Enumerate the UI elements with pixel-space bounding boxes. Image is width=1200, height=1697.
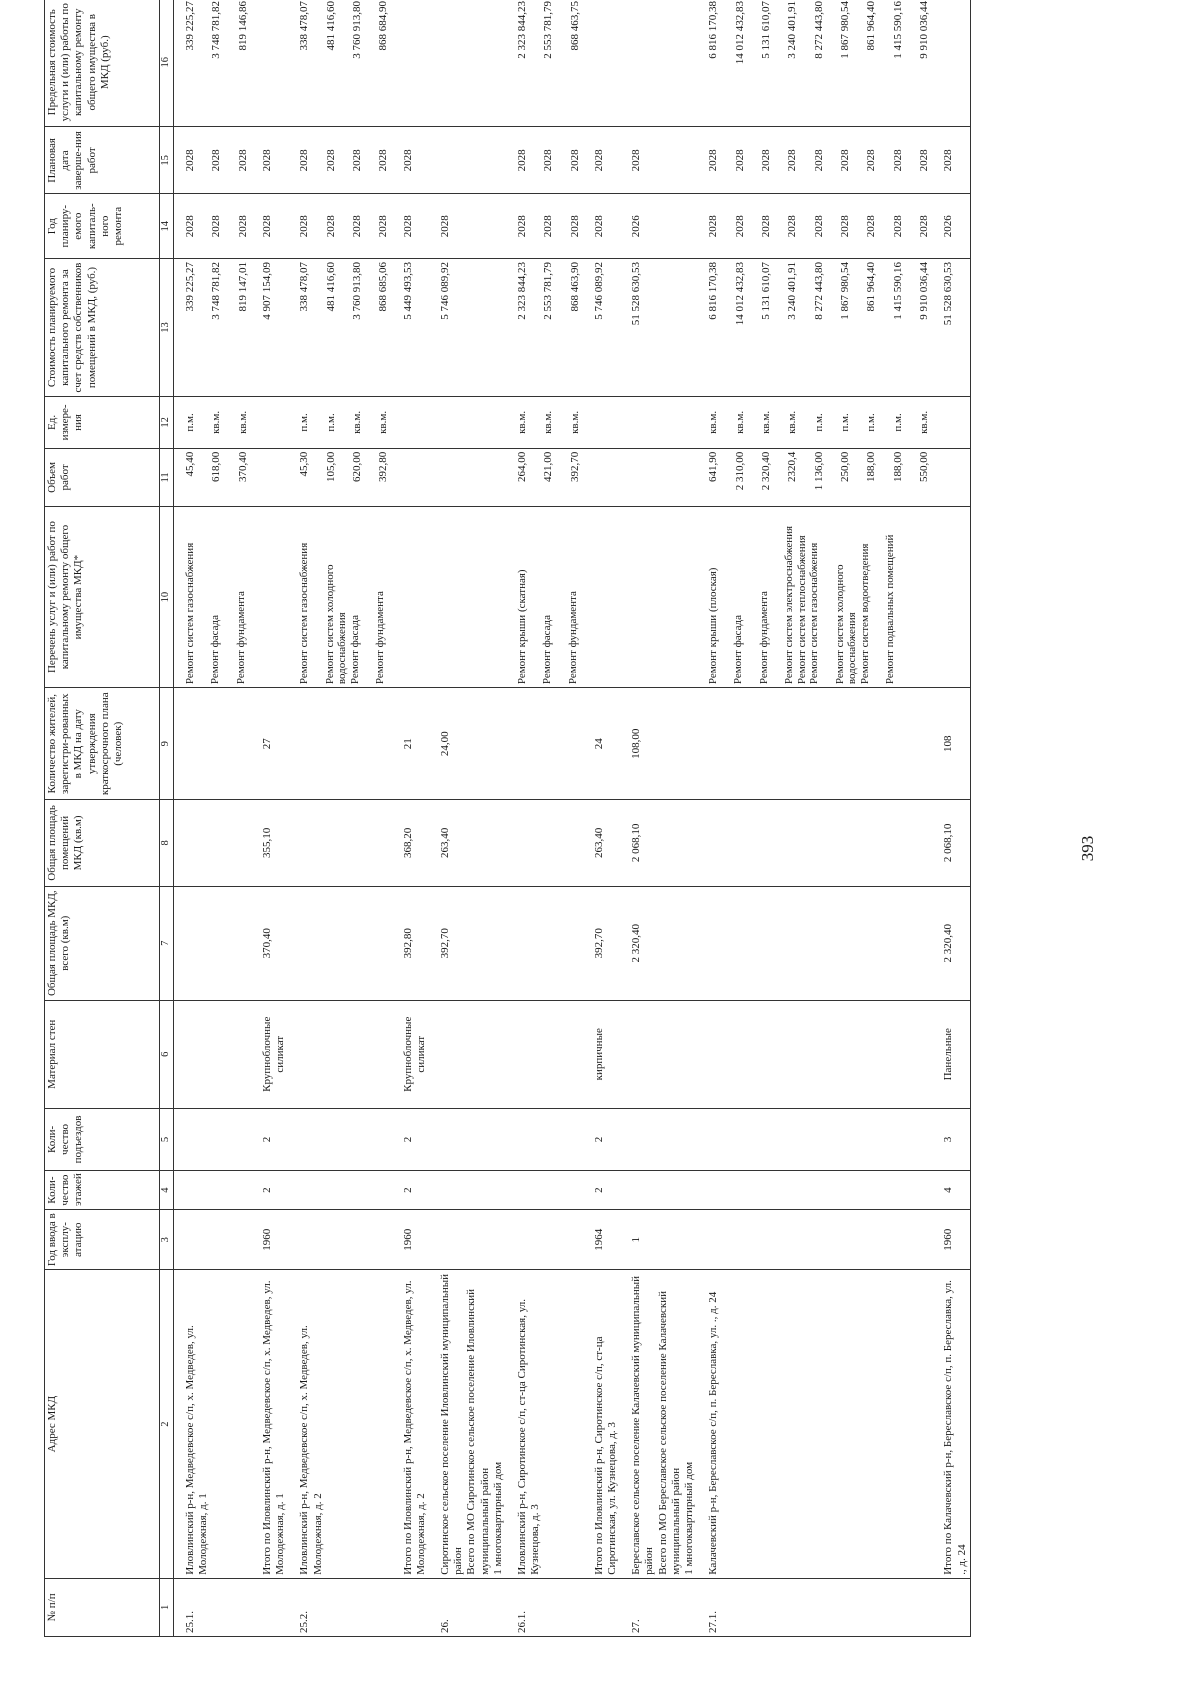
column-number: 3 bbox=[160, 1210, 174, 1270]
table-cell bbox=[506, 1210, 583, 1270]
table-cell: 1960 bbox=[251, 1210, 288, 1270]
table-cell bbox=[288, 886, 391, 1000]
column-number: 9 bbox=[160, 688, 174, 800]
column-number: 15 bbox=[160, 127, 174, 194]
table-row bbox=[251, 0, 288, 1637]
table-cell: 108 bbox=[932, 688, 970, 800]
table-cell bbox=[506, 688, 583, 800]
table-cell: 2028 2028 2028 bbox=[506, 194, 583, 259]
table-cell: 1964 bbox=[583, 1210, 620, 1270]
column-number: 5 bbox=[160, 1108, 174, 1171]
table-cell: Ремонт систем газоснабжения Ремонт фасада Ремонт фундамента bbox=[174, 507, 251, 688]
table-cell bbox=[251, 507, 288, 688]
column-number: 2 bbox=[160, 1270, 174, 1578]
column-header: Коли-чество этажей bbox=[45, 1171, 160, 1210]
table-cell: 1960 bbox=[392, 1210, 429, 1270]
table-cell: 5 746 089,92 bbox=[429, 259, 506, 397]
table-row bbox=[932, 0, 970, 1637]
table-cell: 392,70 bbox=[429, 886, 506, 1000]
table-cell: Иловлинский р-н, Сиротинское с/п, ст-ца Сиротинская, ул. Кузнецова, д. 3 bbox=[506, 1270, 583, 1578]
column-header: Стоимость планируемого капитального ремонта за счет средств собственников помещений в МКД, (руб.) bbox=[45, 259, 160, 397]
table-cell: 2028 bbox=[392, 127, 429, 194]
table-cell bbox=[392, 507, 429, 688]
table-cell: 2028 bbox=[392, 194, 429, 259]
table-cell: Береславское сельское поселение Калачевский муниципальный район Всего по МО Береславское сельское поселение Калачевский муниципальный район 1 многоквартирный дом bbox=[620, 1270, 697, 1578]
table-cell: 2028 bbox=[251, 194, 288, 259]
table-cell: Итого по Иловлинский р-н, Медведевское с/п, х. Медведев, ул. Молодежная, д. 2 bbox=[392, 1270, 429, 1578]
column-header: Плановая дата заверше-ния работ bbox=[45, 127, 160, 194]
table-cell: 339 225,27 3 748 781,82 819 146,86 bbox=[174, 0, 251, 127]
table-row bbox=[506, 0, 583, 1637]
table-cell bbox=[932, 0, 970, 127]
table-cell: 370,40 bbox=[251, 886, 288, 1000]
table-cell: Ремонт крыши (скатная) Ремонт фасада Ремонт фундамента bbox=[506, 507, 583, 688]
table-cell bbox=[429, 1210, 506, 1270]
table-cell bbox=[429, 1108, 506, 1171]
table-row bbox=[392, 0, 429, 1637]
table-cell: 4 907 154,09 bbox=[251, 259, 288, 397]
table-cell bbox=[174, 1210, 251, 1270]
table-cell bbox=[392, 448, 429, 506]
table-cell bbox=[392, 0, 429, 127]
table-cell: 263,40 bbox=[429, 800, 506, 886]
column-header: Коли-чество подъездов bbox=[45, 1108, 160, 1171]
column-number: 16 bbox=[160, 0, 174, 127]
table-cell: 2 068,10 bbox=[932, 800, 970, 886]
table-cell: 2 bbox=[392, 1108, 429, 1171]
table-cell bbox=[697, 1000, 932, 1108]
table-cell: Итого по Иловлинский р-н, Медведевское с/п, х. Медведев, ул. Молодежная, д. 1 bbox=[251, 1270, 288, 1578]
table-cell: Итого по Иловлинский р-н, Сиротинское с/п, ст-ца Сиротинская, ул. Кузнецова, д. 3 bbox=[583, 1270, 620, 1578]
page-number: 393 bbox=[1078, 835, 1097, 862]
table-cell: Крупноблочные силикат bbox=[251, 1000, 288, 1108]
column-header: Год планиру-емого капиталь-ного ремонта bbox=[45, 194, 160, 259]
table-cell bbox=[288, 1108, 391, 1171]
table-cell bbox=[506, 1171, 583, 1210]
table-cell bbox=[583, 507, 620, 688]
table-cell bbox=[583, 0, 620, 127]
column-number: 1 bbox=[160, 1578, 174, 1636]
table-cell bbox=[620, 397, 697, 449]
table-cell bbox=[288, 1210, 391, 1270]
table-cell: 2 323 844,23 2 553 781,79 868 463,90 bbox=[506, 259, 583, 397]
table-cell bbox=[429, 1000, 506, 1108]
table-cell: 641,90 2 310,00 2 320,40 2320,4 1 136,00 250,00 188,00 188,00 550,00 bbox=[697, 448, 932, 506]
table-row bbox=[697, 0, 932, 1637]
table-cell: п.м. п.м. кв.м. кв.м. bbox=[288, 397, 391, 449]
table-cell: 51 528 630,53 bbox=[932, 259, 970, 397]
table-cell: 24 bbox=[583, 688, 620, 800]
table-row bbox=[174, 0, 251, 1637]
table-cell bbox=[429, 1171, 506, 1210]
table-cell: 108,00 bbox=[620, 688, 697, 800]
table-cell: 2028 2028 2028 bbox=[174, 127, 251, 194]
column-header: Предельная стоимость услуги и (или) работы по капитальному ремонту общего имущества в МКД (руб.) bbox=[45, 0, 160, 127]
table-cell bbox=[583, 448, 620, 506]
capital-repair-table bbox=[44, 0, 971, 1637]
table-cell bbox=[583, 397, 620, 449]
table-cell: 45,40 618,00 370,40 bbox=[174, 448, 251, 506]
table-cell bbox=[429, 0, 506, 127]
table-cell: 392,80 bbox=[392, 886, 429, 1000]
table-cell: 27 bbox=[251, 688, 288, 800]
table-cell: Панельные bbox=[932, 1000, 970, 1108]
column-header: Материал стен bbox=[45, 1000, 160, 1108]
table-cell: 2028 bbox=[251, 127, 288, 194]
table-cell: 45,30 105,00 620,00 392,80 bbox=[288, 448, 391, 506]
table-row bbox=[288, 0, 391, 1637]
table-cell bbox=[506, 886, 583, 1000]
table-cell bbox=[697, 1171, 932, 1210]
table-cell bbox=[932, 507, 970, 688]
table-cell bbox=[251, 0, 288, 127]
table-cell: 2 bbox=[251, 1171, 288, 1210]
table-cell: 2 323 844,23 2 553 781,79 868 463,75 bbox=[506, 0, 583, 127]
table-cell: кв.м. кв.м. кв.м. кв.м. п.м. п.м. п.м. п.м. кв.м. bbox=[697, 397, 932, 449]
table-cell bbox=[506, 1000, 583, 1108]
table-cell bbox=[620, 1171, 697, 1210]
table-cell: 27. bbox=[620, 1578, 697, 1636]
table-cell: Иловлинский р-н, Медведевское с/п, х. Медведев, ул. Молодежная, д. 1 bbox=[174, 1270, 251, 1578]
table-cell: 2028 bbox=[583, 127, 620, 194]
table-cell: 25.2. bbox=[288, 1578, 391, 1636]
table-cell bbox=[174, 1171, 251, 1210]
column-header: Год ввода в эксплу-атацию bbox=[45, 1210, 160, 1270]
table-row bbox=[583, 0, 620, 1637]
column-header: Объем работ bbox=[45, 448, 160, 506]
table-cell bbox=[429, 397, 506, 449]
table-cell: 2026 bbox=[620, 194, 697, 259]
table-cell bbox=[620, 448, 697, 506]
column-header: Ед. измере-ния bbox=[45, 397, 160, 449]
table-cell: 2026 bbox=[932, 194, 970, 259]
column-number: 10 bbox=[160, 507, 174, 688]
table-cell bbox=[288, 1000, 391, 1108]
column-header: Общая площадь МКД, всего (кв.м) bbox=[45, 886, 160, 1000]
table-cell: 2028 2028 2028 2028 2028 2028 2028 2028 2028 bbox=[697, 194, 932, 259]
table-cell bbox=[697, 1108, 932, 1171]
table-cell: 2 320,40 bbox=[620, 886, 697, 1000]
column-number: 13 bbox=[160, 259, 174, 397]
table-cell: 6 816 170,38 14 012 432,83 5 131 610,07 3 240 401,91 8 272 443,80 1 867 980,54 861 964,40 1 415 590,16 9 910 036,44 bbox=[697, 0, 932, 127]
table-cell: 3 bbox=[932, 1108, 970, 1171]
table-cell bbox=[429, 507, 506, 688]
table-cell: 24,00 bbox=[429, 688, 506, 800]
table-cell: Итого по Калачевский р-н, Береславское с/п, п. Береславка, ул. ., д. 24 bbox=[932, 1270, 970, 1578]
table-cell: 338 478,07 481 416,60 3 760 913,80 868 684,90 bbox=[288, 0, 391, 127]
table-cell bbox=[174, 688, 251, 800]
column-header: Количество жителей, зарегистри-рованных в МКД на дату утверждения краткосрочного плана (человек) bbox=[45, 688, 160, 800]
table-cell: 6 816 170,38 14 012 432,83 5 131 610,07 3 240 401,91 8 272 443,80 1 867 980,54 861 964,40 1 415 590,16 9 910 036,44 bbox=[697, 259, 932, 397]
table-cell: 26.1. bbox=[506, 1578, 583, 1636]
table-cell: 392,70 bbox=[583, 886, 620, 1000]
table-cell bbox=[174, 1000, 251, 1108]
table-cell: п.м. кв.м. кв.м. bbox=[174, 397, 251, 449]
header-row bbox=[45, 0, 160, 1637]
table-cell: 2028 bbox=[429, 194, 506, 259]
table-cell: кирпичные bbox=[583, 1000, 620, 1108]
table-cell bbox=[392, 397, 429, 449]
table-cell bbox=[697, 1210, 932, 1270]
table-cell bbox=[620, 0, 697, 127]
table-cell: 263,40 bbox=[583, 800, 620, 886]
table-cell bbox=[429, 448, 506, 506]
table-cell bbox=[932, 448, 970, 506]
table-cell: 355,10 bbox=[251, 800, 288, 886]
table-cell: 339 225,27 3 748 781,82 819 147,01 bbox=[174, 259, 251, 397]
table-cell bbox=[288, 688, 391, 800]
column-number: 4 bbox=[160, 1171, 174, 1210]
column-number: 8 bbox=[160, 800, 174, 886]
table-cell: 2 bbox=[392, 1171, 429, 1210]
table-cell bbox=[506, 800, 583, 886]
column-header: Общая площадь помещений МКД (кв.м) bbox=[45, 800, 160, 886]
table-cell bbox=[251, 397, 288, 449]
table-cell: 2028 bbox=[620, 127, 697, 194]
table-cell bbox=[620, 1108, 697, 1171]
column-number: 6 bbox=[160, 1000, 174, 1108]
table-cell bbox=[288, 800, 391, 886]
column-number-row bbox=[160, 0, 174, 1637]
table-cell: 26. bbox=[429, 1578, 506, 1636]
table-cell bbox=[697, 800, 932, 886]
table-cell bbox=[620, 1000, 697, 1108]
table-cell: 2028 bbox=[583, 194, 620, 259]
table-cell bbox=[251, 1578, 288, 1636]
table-cell: 2028 2028 2028 bbox=[506, 127, 583, 194]
table-cell bbox=[620, 507, 697, 688]
table-cell bbox=[251, 448, 288, 506]
table-cell: 1960 bbox=[932, 1210, 970, 1270]
table-cell: Крупноблочные силикат bbox=[392, 1000, 429, 1108]
column-number: 11 bbox=[160, 448, 174, 506]
table-cell: 2 bbox=[583, 1108, 620, 1171]
table-cell bbox=[174, 1108, 251, 1171]
table-cell: 2028 2028 2028 2028 bbox=[288, 127, 391, 194]
column-number: 12 bbox=[160, 397, 174, 449]
table-cell: 2028 bbox=[932, 127, 970, 194]
table-cell: 2 bbox=[251, 1108, 288, 1171]
table-cell bbox=[174, 886, 251, 1000]
column-header: № п/п bbox=[45, 1578, 160, 1636]
table-cell: 25.1. bbox=[174, 1578, 251, 1636]
table-cell: 51 528 630,53 bbox=[620, 259, 697, 397]
table-cell: Сиротинское сельское поселение Иловлинский муниципальный район Всего по МО Сиротинское сельское поселение Иловлинский муниципальный район 1 многоквартирный дом bbox=[429, 1270, 506, 1578]
column-header: Адрес МКД bbox=[45, 1270, 160, 1578]
table-cell bbox=[932, 397, 970, 449]
table-cell bbox=[506, 1108, 583, 1171]
table-cell: 2028 2028 2028 bbox=[174, 194, 251, 259]
table-cell: Ремонт крыши (плоская) Ремонт фасада Ремонт фундамента Ремонт систем электроснабжения Ремонт систем теплоснабжения Ремонт систем газоснабжения Ремонт систем холодного водоснабжения Ремонт систем водоотведения Ремонт подвальных помещений bbox=[697, 507, 932, 688]
table-cell bbox=[392, 1578, 429, 1636]
table-cell: Иловлинский р-н, Медведевское с/п, х. Медведев, ул. Молодежная, д. 2 bbox=[288, 1270, 391, 1578]
table-cell: Калачевский р-н, Береславское с/п, п. Береславка, ул. ., д. 24 bbox=[697, 1270, 932, 1578]
table-row bbox=[429, 0, 506, 1637]
table-cell: 2028 2028 2028 2028 bbox=[288, 194, 391, 259]
table-cell: кв.м. кв.м. кв.м. bbox=[506, 397, 583, 449]
table-cell: 4 bbox=[932, 1171, 970, 1210]
table-cell: 368,20 bbox=[392, 800, 429, 886]
table-cell: 2 320,40 bbox=[932, 886, 970, 1000]
table-cell bbox=[429, 127, 506, 194]
table-cell: Ремонт систем газоснабжения Ремонт систем холодного водоснабжения Ремонт фасада Ремонт фундамента bbox=[288, 507, 391, 688]
column-number: 7 bbox=[160, 886, 174, 1000]
table-cell bbox=[697, 688, 932, 800]
column-header: Перечень услуг и (или) работ по капитальному ремонту общего имущества МКД* bbox=[45, 507, 160, 688]
table-cell: 21 bbox=[392, 688, 429, 800]
table-cell bbox=[174, 800, 251, 886]
table-cell: 338 478,07 481 416,60 3 760 913,80 868 685,06 bbox=[288, 259, 391, 397]
table-cell bbox=[697, 886, 932, 1000]
table-cell: 5 746 089,92 bbox=[583, 259, 620, 397]
table-cell: 2028 2028 2028 2028 2028 2028 2028 2028 2028 bbox=[697, 127, 932, 194]
column-number: 14 bbox=[160, 194, 174, 259]
table-cell bbox=[583, 1578, 620, 1636]
table-cell: 1 bbox=[620, 1210, 697, 1270]
table-cell bbox=[288, 1171, 391, 1210]
table-cell: 2 068,10 bbox=[620, 800, 697, 886]
table-cell: 27.1. bbox=[697, 1578, 932, 1636]
table-cell: 2 bbox=[583, 1171, 620, 1210]
table-cell: 264,00 421,00 392,70 bbox=[506, 448, 583, 506]
table-body bbox=[174, 0, 971, 1637]
table-cell bbox=[932, 1578, 970, 1636]
table-cell: 5 449 493,53 bbox=[392, 259, 429, 397]
table-row bbox=[620, 0, 697, 1637]
